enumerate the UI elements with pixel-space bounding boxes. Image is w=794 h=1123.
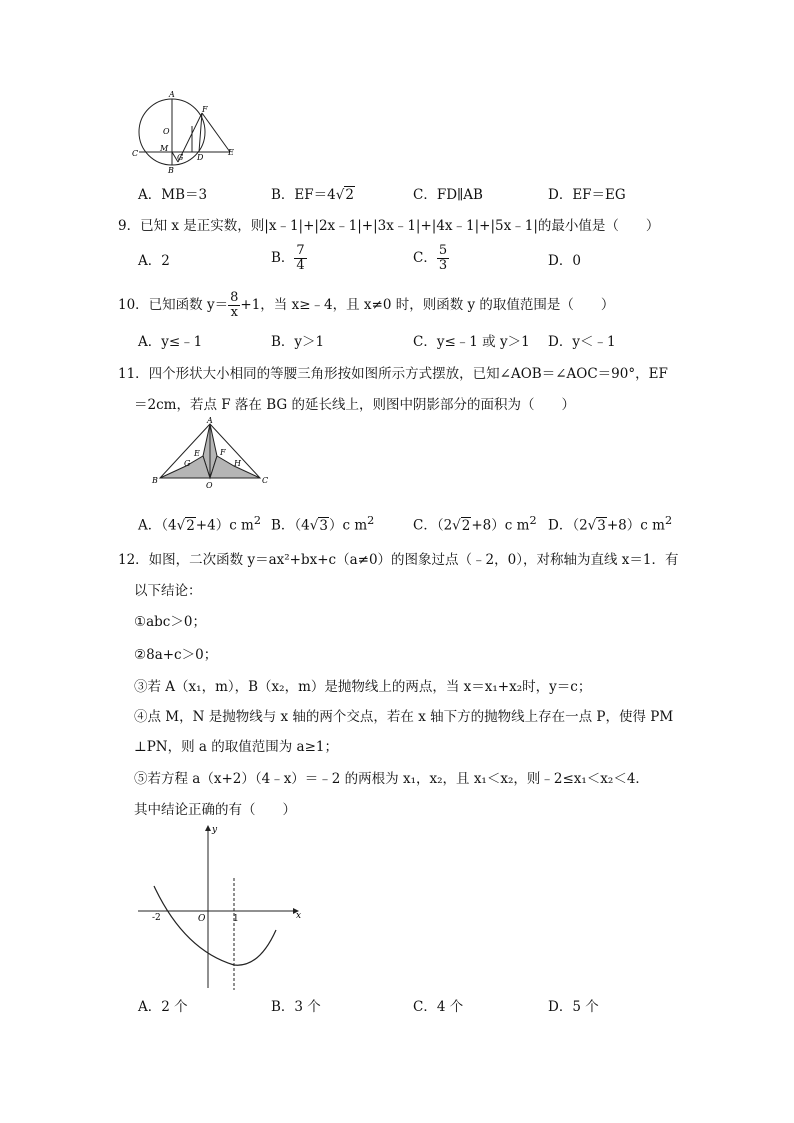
q12-conclusion-4b: ⊥PN，则 a 的取值范围为 a≥1； xyxy=(134,739,338,755)
q12-option-a: A．2 个 xyxy=(138,999,188,1015)
q12-graph xyxy=(134,820,314,992)
q12-stem-line1: 12．如图，二次函数 y＝ax²+bx+c（a≠0）的图象过点（﹣2，0），对称轴为直线 x＝1．有 xyxy=(118,552,679,568)
q11-option-d: D．（2√3+8）c $m^2$ xyxy=(548,514,673,534)
q11-option-a-suffix: +4）c m xyxy=(195,517,254,534)
q12-conclusion-5: ⑤若方程 a（x+2）（4﹣x）＝﹣2 的两根为 x₁，x₂，且 x₁＜x₂，则﹣2≤x₁＜x₂＜4． xyxy=(134,771,649,787)
q11-stem-line1: 11．四个形状大小相同的等腰三角形按如图所示方式摆放，已知∠AOB＝∠AOC＝90°，EF xyxy=(118,366,668,382)
q11-option-c-suffix: +8）c m xyxy=(471,517,530,534)
q11-label-c: C xyxy=(262,476,269,485)
q10-option-d: D．y＜﹣1 xyxy=(548,334,616,350)
q8-option-b-sqrt-sign: √ xyxy=(335,187,345,203)
q11-label-f: F xyxy=(220,448,226,457)
q11-option-c-sup: 2 xyxy=(529,514,537,527)
q8-option-b xyxy=(271,186,355,204)
q11-label-a: A xyxy=(207,416,213,425)
q9-option-d: D．0 xyxy=(548,253,581,269)
q9-option-b-den: 4 xyxy=(296,258,305,273)
q11-option-c-sqrt: 2 xyxy=(461,517,471,534)
q12-label-y: y xyxy=(212,825,218,835)
q11-option-d-sup: 2 xyxy=(664,514,673,527)
q12-conclusion-3: ③若 A（x₁，m），B（x₂，m）是抛物线上的两点，当 x＝x₁+x₂时，y＝c； xyxy=(134,679,592,695)
q11-option-b-sup: 2 xyxy=(367,514,375,527)
q11-option-a-prefix: A．（4 xyxy=(138,517,177,534)
q11-option-d-prefix: D．（2 xyxy=(548,517,588,534)
q8-label-c: C xyxy=(132,149,139,158)
q12-label-o: O xyxy=(198,914,206,924)
q12-label-x: x xyxy=(296,911,302,921)
q10-fraction xyxy=(228,291,240,320)
q11-label-o: O xyxy=(206,481,213,490)
q11-label-h: H xyxy=(234,459,241,468)
q11-option-b-sqrt: 3 xyxy=(319,517,328,534)
q12-stem-line2: 以下结论： xyxy=(134,583,202,599)
q9-option-c-num: 5 xyxy=(438,243,448,258)
q12-option-b: B．3 个 xyxy=(271,999,321,1015)
q11-option-a-sup: 2 xyxy=(253,514,262,527)
q11-option-c: C．（2√2+8）c $m^2$ xyxy=(413,514,537,534)
q9-option-c xyxy=(413,244,449,273)
q12-label-one: 1 xyxy=(233,914,239,924)
q11-option-a-sqrt: 2 xyxy=(186,517,195,534)
q8-label-a: A xyxy=(169,90,175,99)
q8-option-c: C．FD∥AB xyxy=(413,187,483,203)
q11-option-b-suffix: ）c m xyxy=(328,517,368,534)
q10-frac-num: 8 xyxy=(230,290,239,305)
q9-option-c-fraction xyxy=(437,244,449,273)
q12-label-neg2: -2 xyxy=(152,913,161,923)
q8-option-a: A．MB＝3 xyxy=(138,187,208,203)
q10-option-b: B．y＞1 xyxy=(271,334,325,350)
q8-label-g: G xyxy=(177,153,184,162)
q12-conclusion-1: ①abc＞0； xyxy=(134,614,206,630)
q11-option-a: A．（4√2+4）c $m^2$ xyxy=(138,514,262,534)
q11-option-c-prefix: C．（2 xyxy=(413,517,453,534)
q12-question: 其中结论正确的有（ ） xyxy=(134,802,296,818)
q8-label-e: E xyxy=(228,148,234,157)
q11-label-b: B xyxy=(152,476,158,485)
q11-label-e: E xyxy=(194,449,200,458)
q11-stem-line2: ＝2cm，若点 F 落在 BG 的延长线上，则图中阴影部分的面积为（ ） xyxy=(134,397,575,413)
q9-option-b-num: 7 xyxy=(296,243,305,258)
q10-stem-suffix: +1，当 x≥﹣4，且 x≠0 时，则函数 y 的取值范围是（ ） xyxy=(240,297,615,313)
q12-option-d: D．5 个 xyxy=(548,999,599,1015)
q9-option-b-fraction xyxy=(294,244,306,273)
q12-conclusion-2: ②8a+c＞0； xyxy=(134,647,218,663)
q8-label-m: M xyxy=(160,144,169,153)
q9-option-b-prefix: B． xyxy=(271,250,295,266)
q11-figure xyxy=(148,416,278,492)
q9-option-c-prefix: C． xyxy=(413,250,437,266)
q10-option-c: C．y≤﹣1 或 y＞1 xyxy=(413,334,530,350)
q10-stem-prefix: 10．已知函数 y＝ xyxy=(118,297,229,313)
q8-label-b: B xyxy=(168,166,174,175)
q10-frac-den: x xyxy=(230,305,238,320)
q11-option-b-prefix: B．（4 xyxy=(271,517,310,534)
q12-conclusion-4a: ④点 M，N 是抛物线与 x 轴的两个交点，若在 x 轴下方的抛物线上存在一点 P，使得 PM xyxy=(134,709,674,725)
q9-option-c-den: 3 xyxy=(438,258,448,273)
q10-option-a: A．y≤﹣1 xyxy=(138,334,203,350)
q9-stem: 9．已知 x 是正实数，则|x﹣1|+|2x﹣1|+|3x﹣1|+|4x﹣1|+|5x﹣1|的最小值是（ ） xyxy=(118,218,660,234)
q11-option-b: B．（4√3）c $m^2$ xyxy=(271,514,375,534)
q11-option-d-suffix: +8）c m xyxy=(606,517,665,534)
q8-label-o: O xyxy=(163,127,170,136)
q11-label-g: G xyxy=(184,459,191,468)
q12-option-c: C．4 个 xyxy=(413,999,464,1015)
q9-option-b xyxy=(271,244,307,273)
q8-option-b-sqrt: 2 xyxy=(345,187,354,203)
q8-figure xyxy=(130,90,240,180)
q10-stem xyxy=(118,291,614,320)
q11-option-d-sqrt: 3 xyxy=(597,517,606,534)
q9-option-a: A．2 xyxy=(138,253,170,269)
q8-label-d: D xyxy=(197,153,204,162)
q8-option-b-text: B．EF＝4 xyxy=(271,187,336,203)
q8-label-f: F xyxy=(202,105,208,114)
q8-option-d: D．EF＝EG xyxy=(548,187,626,203)
